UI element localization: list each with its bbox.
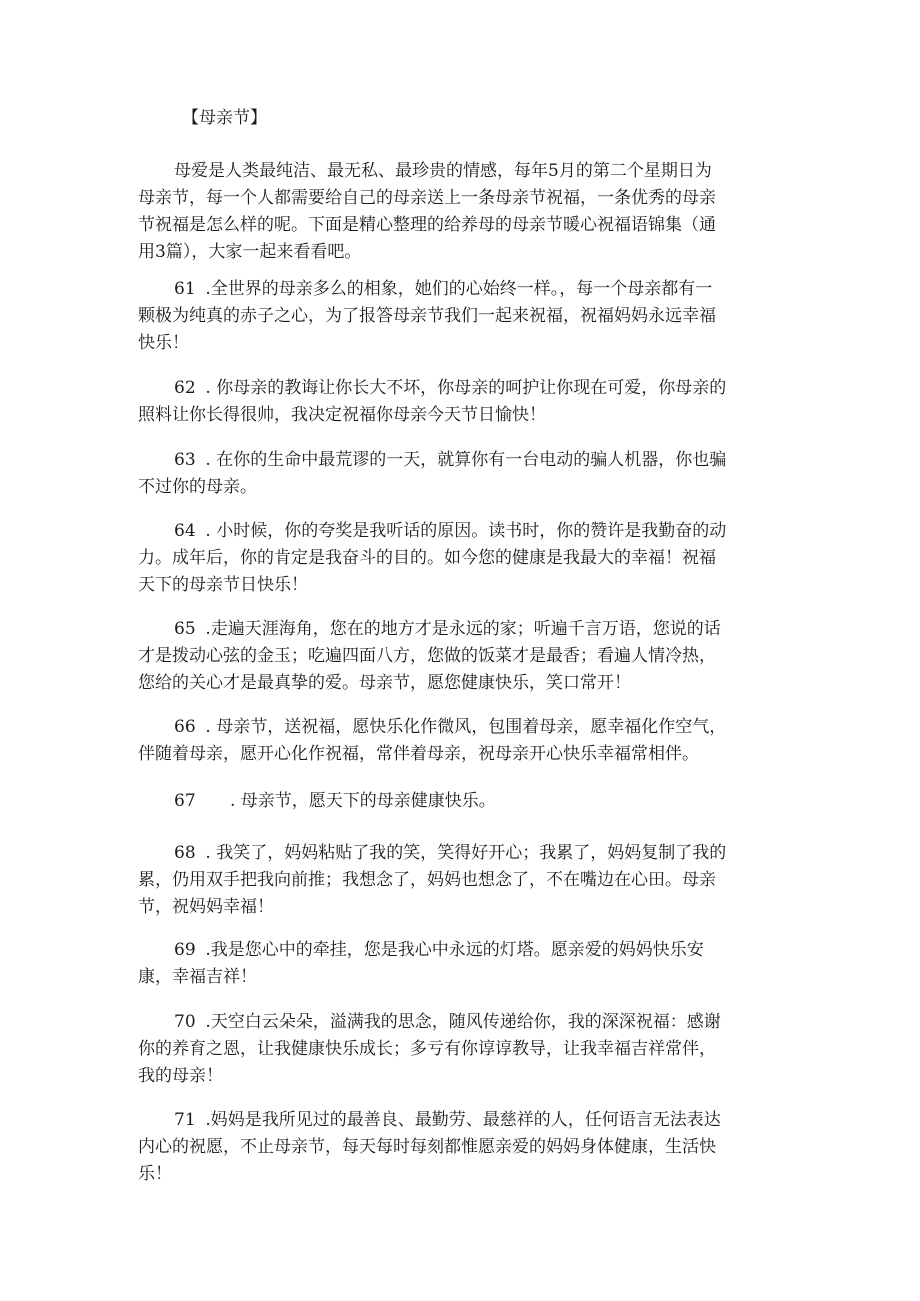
blessing-item-64 <box>138 518 778 599</box>
item-text: 你的养育之恩，让我健康快乐成长；多亏有你谆谆教导，让我幸福吉祥常伴， <box>138 1039 716 1059</box>
item-text: .妈妈是我所见过的最善良、最勤劳、最慈祥的人，任何语言无法表达 <box>200 1110 721 1130</box>
item-text: 节，祝妈妈幸福！ <box>138 897 274 917</box>
blessing-item-62 <box>138 375 778 429</box>
document-heading: 【母亲节】 <box>182 108 267 128</box>
blessing-item-70 <box>138 1009 778 1090</box>
item-text: 伴随着母亲，愿开心化作祝福，常伴着母亲，祝母亲开心快乐幸福常相伴。 <box>138 744 699 764</box>
item-text: 照料让你长得很帅，我决定祝福你母亲今天节日愉快！ <box>138 405 546 425</box>
intro-line: 母爱是人类最纯洁、最无私、最珍贵的情感，每年5月的第二个星期日为 <box>174 161 712 181</box>
item-text: 不过你的母亲。 <box>138 477 257 497</box>
blessing-item-69 <box>138 937 778 991</box>
item-text: . 在你的生命中最荒谬的一天，就算你有一台电动的骗人机器，你也骗 <box>200 450 727 470</box>
item-text: . 小时候，你的夸奖是我听话的原因。读书时，你的赞许是我勤奋的动 <box>200 521 727 541</box>
item-text: 乐！ <box>138 1164 172 1184</box>
item-number: 64 <box>174 521 196 541</box>
intro-paragraph <box>138 158 778 266</box>
item-text: 才是拨动心弦的金玉；吃遍四面八方，您做的饭菜才是最香；看遍人情冷热， <box>138 646 716 666</box>
blessing-item-63 <box>138 447 778 501</box>
item-number: 69 <box>174 940 196 960</box>
item-number: 65 <box>174 619 196 639</box>
item-text: 我的母亲！ <box>138 1066 223 1086</box>
item-text: 您给的关心才是最真挚的爱。母亲节，愿您健康快乐，笑口常开！ <box>138 673 631 693</box>
item-text: 累，仍用双手把我向前推；我想念了，妈妈也想念了，不在嘴边在心田。母亲 <box>138 870 716 890</box>
item-number: 71 <box>174 1110 196 1130</box>
item-text: 颗极为纯真的赤子之心，为了报答母亲节我们一起来祝福，祝福妈妈永远幸福 <box>138 306 716 326</box>
intro-line: 母亲节，每一个人都需要给自己的母亲送上一条母亲节祝福，一条优秀的母亲 <box>138 188 716 208</box>
item-text: 力。成年后，你的肯定是我奋斗的目的。如今您的健康是我最大的幸福！祝福 <box>138 548 716 568</box>
item-text: .天空白云朵朵，溢满我的思念，随风传递给你，我的深深祝福：感谢 <box>200 1012 721 1032</box>
item-number: 67 <box>174 791 196 811</box>
item-text: 内心的祝愿，不止母亲节，每天每时每刻都惟愿亲爱的妈妈身体健康，生活快 <box>138 1137 716 1157</box>
item-number: 61 <box>174 279 196 299</box>
item-text: .走遍天涯海角，您在的地方才是永远的家；听遍千言万语，您说的话 <box>200 619 721 639</box>
blessing-item-71 <box>138 1107 778 1188</box>
blessing-item-65 <box>138 616 778 697</box>
item-text: .全世界的母亲多么的相象，她们的心始终一样。，每一个母亲都有一 <box>200 279 713 299</box>
item-number: 63 <box>174 450 196 470</box>
item-number: 68 <box>174 843 196 863</box>
item-text: .我是您心中的牵挂，您是我心中永远的灯塔。愿亲爱的妈妈快乐安 <box>200 940 704 960</box>
item-number: 66 <box>174 717 196 737</box>
item-text: 康，幸福吉祥！ <box>138 967 257 987</box>
intro-line: 节祝福是怎么样的呢。下面是精心整理的给养母的母亲节暖心祝福语锦集（通 <box>138 215 716 235</box>
item-text: . 我笑了，妈妈粘贴了我的笑，笑得好开心；我累了，妈妈复制了我的 <box>200 843 727 863</box>
item-text: 快乐！ <box>138 333 189 353</box>
item-text: . 母亲节，愿天下的母亲健康快乐。 <box>230 791 496 811</box>
item-text: . 母亲节，送祝福，愿快乐化作微风，包围着母亲，愿幸福化作空气， <box>200 717 727 737</box>
blessing-item-67 <box>138 788 778 815</box>
blessing-item-61 <box>138 276 778 357</box>
intro-line: 用3篇），大家一起来看看吧。 <box>138 242 362 262</box>
item-number: 70 <box>174 1012 196 1032</box>
item-text: . 你母亲的教诲让你长大不坏，你母亲的呵护让你现在可爱，你母亲的 <box>200 378 727 398</box>
item-number: 62 <box>174 378 196 398</box>
blessing-item-66 <box>138 714 778 768</box>
item-text: 天下的母亲节日快乐！ <box>138 575 308 595</box>
blessing-item-68 <box>138 840 778 921</box>
